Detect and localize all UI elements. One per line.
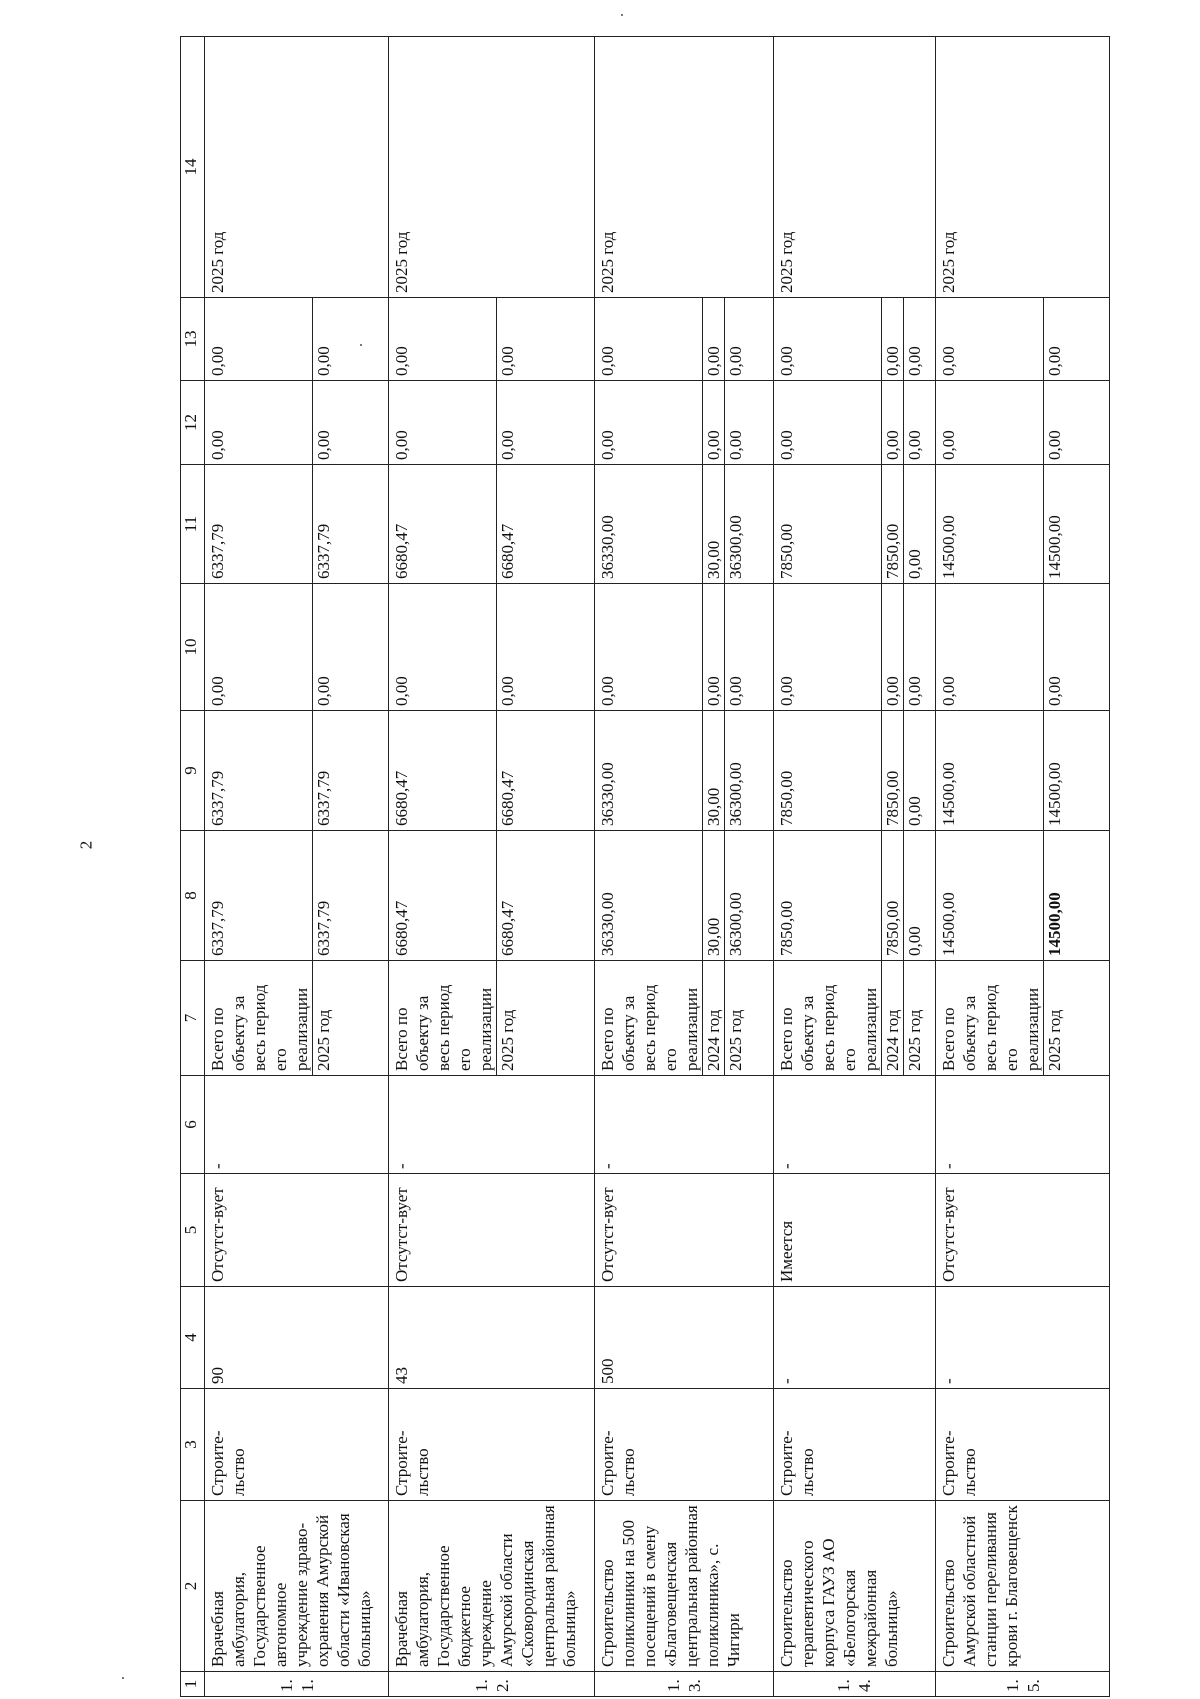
total-cost-value: 6337,79 bbox=[207, 831, 313, 960]
funding-total-value: 6337,79 bbox=[314, 770, 334, 826]
regional-funds-value: 14500,00 bbox=[938, 465, 1044, 583]
other-funds bbox=[773, 298, 936, 381]
row-number-text: 1.3. bbox=[663, 1679, 704, 1692]
design-docs bbox=[594, 1174, 773, 1287]
funding-total bbox=[936, 711, 1110, 831]
column-6-value bbox=[389, 1076, 594, 1174]
period-value: Всего по объекту за весь период его реализации bbox=[207, 961, 313, 1075]
row-number bbox=[389, 1672, 594, 1697]
other-funds-value: 0,00 bbox=[882, 298, 904, 380]
federal-funds bbox=[594, 584, 773, 711]
local-funds bbox=[773, 381, 936, 465]
design-docs bbox=[773, 1174, 936, 1287]
local-funds-value: 0,00 bbox=[938, 381, 1044, 464]
design-docs-text: Отсутст-вует bbox=[939, 1187, 959, 1282]
page-number: 2 bbox=[76, 840, 96, 850]
table-row bbox=[205, 37, 389, 1697]
total-cost-value: 6680,47 bbox=[391, 831, 497, 960]
federal-funds-value: 0,00 bbox=[725, 676, 745, 706]
period-value: 2024 год bbox=[703, 961, 725, 1075]
row-number-text: 1.5. bbox=[1002, 1679, 1043, 1692]
column-6-value bbox=[205, 1076, 389, 1174]
other-funds-value: 0,00 bbox=[1045, 346, 1065, 376]
federal-funds-value: 0,00 bbox=[938, 584, 1044, 710]
work-type bbox=[594, 1389, 773, 1501]
other-funds-value: 0,00 bbox=[314, 346, 334, 376]
period-value: 2025 год bbox=[498, 1009, 518, 1071]
object-name-text: Строительство терапевтического корпуса ГАУЗ АО «Белогорская межрайонная больница» bbox=[776, 1538, 901, 1667]
total-cost-value: 36300,00 bbox=[725, 892, 745, 956]
design-docs-text: Отсутст-вует bbox=[597, 1187, 617, 1282]
row-number bbox=[936, 1672, 1110, 1697]
federal-funds bbox=[773, 584, 936, 711]
table-row bbox=[773, 37, 936, 1697]
column-6-value-text: - bbox=[392, 1163, 412, 1169]
funding-total bbox=[389, 711, 594, 831]
capacity bbox=[205, 1287, 389, 1389]
federal-funds-value: 0,00 bbox=[391, 584, 497, 710]
regional-funds bbox=[205, 465, 389, 584]
total-cost-value: 7850,00 bbox=[882, 831, 904, 960]
funding-total-value: 6680,47 bbox=[391, 711, 497, 830]
regional-funds-value: 6337,79 bbox=[314, 523, 334, 579]
work-type-text: Строите-льство bbox=[776, 1430, 817, 1496]
commissioning-year-text: 2025 год bbox=[392, 231, 412, 293]
local-funds-value: 0,00 bbox=[703, 381, 725, 464]
federal-funds-value: 0,00 bbox=[314, 676, 334, 706]
total-cost-value: 7850,00 bbox=[776, 831, 882, 960]
work-type bbox=[389, 1389, 594, 1501]
commissioning-year bbox=[594, 37, 773, 298]
column-6-value bbox=[773, 1076, 936, 1174]
funding-total-value: 6337,79 bbox=[207, 711, 313, 830]
other-funds-value: 0,00 bbox=[904, 346, 924, 376]
total-cost bbox=[205, 831, 389, 961]
federal-funds bbox=[389, 584, 594, 711]
federal-funds-value: 0,00 bbox=[498, 676, 518, 706]
capacity-text: 90 bbox=[208, 1367, 228, 1384]
design-docs-text: Отсутст-вует bbox=[208, 1187, 228, 1282]
total-cost-value: 36330,00 bbox=[597, 831, 703, 960]
capacity bbox=[773, 1287, 936, 1389]
regional-funds-value: 6680,47 bbox=[498, 523, 518, 579]
total-cost bbox=[936, 831, 1110, 961]
object-name bbox=[773, 1501, 936, 1672]
total-cost bbox=[594, 831, 773, 961]
table-row bbox=[936, 37, 1110, 1697]
object-name bbox=[205, 1501, 389, 1672]
period bbox=[936, 961, 1110, 1076]
capacity-text: - bbox=[776, 1378, 796, 1384]
federal-funds bbox=[205, 584, 389, 711]
period-value: Всего по объекту за весь период его реализации bbox=[776, 961, 882, 1075]
commissioning-year-text: 2025 год bbox=[939, 231, 959, 293]
other-funds bbox=[205, 298, 389, 381]
regional-funds bbox=[773, 465, 936, 584]
scan-speck bbox=[122, 1677, 124, 1679]
local-funds-value: 0,00 bbox=[725, 430, 745, 460]
object-name bbox=[936, 1501, 1110, 1672]
funding-total-value: 30,00 bbox=[703, 711, 725, 830]
federal-funds-value: 0,00 bbox=[776, 584, 882, 710]
total-cost-value: 14500,00 bbox=[938, 831, 1044, 960]
capacity-text: 500 bbox=[597, 1358, 617, 1384]
funding-total-value: 6680,47 bbox=[498, 770, 518, 826]
local-funds-value: 0,00 bbox=[1045, 430, 1065, 460]
object-name-text: Строительство Амурской областной станции переливания крови г. Благовещенск bbox=[939, 1505, 1022, 1667]
local-funds-value: 0,00 bbox=[776, 381, 882, 464]
total-cost-value: 14500,00 bbox=[1045, 892, 1065, 956]
row-number bbox=[773, 1672, 936, 1697]
local-funds-value: 0,00 bbox=[597, 381, 703, 464]
total-cost-value: 30,00 bbox=[703, 831, 725, 960]
funding-total bbox=[773, 711, 936, 831]
federal-funds bbox=[936, 584, 1110, 711]
work-type-text: Строите-льство bbox=[597, 1430, 638, 1496]
period bbox=[205, 961, 389, 1076]
column-6-value-text: - bbox=[939, 1163, 959, 1169]
column-number: 5 bbox=[181, 1174, 205, 1287]
scan-speck bbox=[621, 14, 623, 16]
column-6-value bbox=[594, 1076, 773, 1174]
period-value: Всего по объекту за весь период его реализации bbox=[597, 961, 703, 1075]
period bbox=[773, 961, 936, 1076]
other-funds bbox=[594, 298, 773, 381]
regional-funds bbox=[936, 465, 1110, 584]
row-number-text: 1.2. bbox=[471, 1679, 512, 1692]
row-number-text: 1.1. bbox=[276, 1679, 317, 1692]
regional-funds-value: 36300,00 bbox=[725, 515, 745, 579]
period-value: 2025 год bbox=[314, 1009, 334, 1071]
regional-funds bbox=[389, 465, 594, 584]
local-funds-value: 0,00 bbox=[314, 430, 334, 460]
local-funds bbox=[594, 381, 773, 465]
capacity-text: - bbox=[939, 1378, 959, 1384]
federal-funds-value: 0,00 bbox=[207, 584, 313, 710]
column-6-value-text: - bbox=[776, 1163, 796, 1169]
federal-funds-value: 0,00 bbox=[882, 584, 904, 710]
object-name-text: Строительство поликлиники на 500 посещений в смену «Благовещенская центральная районная поликлиника», с. Чигири bbox=[597, 1505, 743, 1667]
other-funds-value: 0,00 bbox=[391, 298, 497, 380]
total-cost-value: 6680,47 bbox=[498, 900, 518, 956]
work-type bbox=[773, 1389, 936, 1501]
commissioning-year-text: 2025 год bbox=[208, 231, 228, 293]
funding-total-value: 14500,00 bbox=[938, 711, 1044, 830]
total-cost bbox=[773, 831, 936, 961]
funding-total bbox=[205, 711, 389, 831]
regional-funds-value: 14500,00 bbox=[1045, 515, 1065, 579]
regional-funds-value: 30,00 bbox=[703, 465, 725, 583]
period-value: 2025 год bbox=[1045, 1009, 1065, 1071]
federal-funds-value: 0,00 bbox=[1045, 676, 1065, 706]
column-number: 11 bbox=[181, 465, 205, 584]
period bbox=[389, 961, 594, 1076]
funding-total-value: 14500,00 bbox=[1045, 762, 1065, 826]
column-number-header-row bbox=[181, 37, 205, 1697]
regional-funds bbox=[594, 465, 773, 584]
column-6-value-text: - bbox=[597, 1163, 617, 1169]
column-number: 7 bbox=[181, 961, 205, 1076]
column-number: 6 bbox=[181, 1076, 205, 1174]
local-funds-value: 0,00 bbox=[904, 430, 924, 460]
design-docs bbox=[389, 1174, 594, 1287]
funding-total-value: 7850,00 bbox=[882, 711, 904, 830]
capacity-text: 43 bbox=[392, 1367, 412, 1384]
table-body bbox=[181, 37, 1110, 1697]
period-value: Всего по объекту за весь период его реализации bbox=[938, 961, 1044, 1075]
federal-funds-value: 0,00 bbox=[703, 584, 725, 710]
commissioning-year-text: 2025 год bbox=[776, 231, 796, 293]
capacity bbox=[389, 1287, 594, 1389]
column-number: 13 bbox=[181, 298, 205, 381]
column-number: 2 bbox=[181, 1501, 205, 1672]
local-funds bbox=[389, 381, 594, 465]
commissioning-year bbox=[389, 37, 594, 298]
other-funds bbox=[936, 298, 1110, 381]
capacity bbox=[594, 1287, 773, 1389]
design-docs bbox=[205, 1174, 389, 1287]
other-funds-value: 0,00 bbox=[498, 346, 518, 376]
regional-funds-value: 6337,79 bbox=[207, 465, 313, 583]
column-6-value bbox=[936, 1076, 1110, 1174]
column-number: 12 bbox=[181, 381, 205, 465]
other-funds bbox=[389, 298, 594, 381]
regional-funds-value: 7850,00 bbox=[882, 465, 904, 583]
table-row bbox=[594, 37, 773, 1697]
design-docs bbox=[936, 1174, 1110, 1287]
object-name bbox=[594, 1501, 773, 1672]
other-funds-value: 0,00 bbox=[597, 298, 703, 380]
column-6-value-text: - bbox=[208, 1163, 228, 1169]
other-funds-value: 0,00 bbox=[938, 298, 1044, 380]
funding-total-value: 0,00 bbox=[904, 796, 924, 826]
work-type-text: Строите-льство bbox=[939, 1430, 980, 1496]
local-funds-value: 0,00 bbox=[207, 381, 313, 464]
commissioning-year bbox=[205, 37, 389, 298]
other-funds-value: 0,00 bbox=[207, 298, 313, 380]
total-cost-value: 6337,79 bbox=[314, 900, 334, 956]
investment-objects-table bbox=[180, 36, 1110, 1697]
period-value: 2024 год bbox=[882, 961, 904, 1075]
column-number: 4 bbox=[181, 1287, 205, 1389]
period-value: 2025 год bbox=[725, 1009, 745, 1071]
regional-funds-value: 0,00 bbox=[904, 549, 924, 579]
work-type-text: Строите-льство bbox=[392, 1430, 433, 1496]
federal-funds-value: 0,00 bbox=[904, 676, 924, 706]
local-funds-value: 0,00 bbox=[498, 430, 518, 460]
column-number: 9 bbox=[181, 711, 205, 831]
commissioning-year bbox=[936, 37, 1110, 298]
column-number: 10 bbox=[181, 584, 205, 711]
commissioning-year-text: 2025 год bbox=[597, 231, 617, 293]
design-docs-text: Имеется bbox=[776, 1220, 796, 1282]
other-funds-value: 0,00 bbox=[776, 298, 882, 380]
regional-funds-value: 36330,00 bbox=[597, 465, 703, 583]
row-number bbox=[205, 1672, 389, 1697]
column-number: 1 bbox=[181, 1672, 205, 1697]
funding-total-value: 36300,00 bbox=[725, 762, 745, 826]
design-docs-text: Отсутст-вует bbox=[392, 1187, 412, 1282]
capacity bbox=[936, 1287, 1110, 1389]
rotated-table-wrapper bbox=[180, 37, 1110, 1697]
commissioning-year bbox=[773, 37, 936, 298]
funding-total-value: 7850,00 bbox=[776, 711, 882, 830]
regional-funds-value: 7850,00 bbox=[776, 465, 882, 583]
table-row bbox=[389, 37, 594, 1697]
object-name-text: Врачебная амбулатория, Государственное автономное учреждение здраво-охранения Амурской области «Ивановская больница» bbox=[208, 1513, 375, 1667]
funding-total-value: 36330,00 bbox=[597, 711, 703, 830]
column-number: 8 bbox=[181, 831, 205, 961]
column-number: 14 bbox=[181, 37, 205, 298]
row-number-text: 1.4. bbox=[834, 1679, 875, 1692]
funding-total bbox=[594, 711, 773, 831]
period-value: Всего по объекту за весь период его реализации bbox=[391, 961, 497, 1075]
period-value: 2025 год bbox=[904, 1009, 924, 1071]
local-funds-value: 0,00 bbox=[391, 381, 497, 464]
local-funds-value: 0,00 bbox=[882, 381, 904, 464]
regional-funds-value: 6680,47 bbox=[391, 465, 497, 583]
other-funds-value: 0,00 bbox=[703, 298, 725, 380]
work-type bbox=[936, 1389, 1110, 1501]
work-type-text: Строите-льство bbox=[208, 1430, 249, 1496]
object-name bbox=[389, 1501, 594, 1672]
row-number bbox=[594, 1672, 773, 1697]
work-type bbox=[205, 1389, 389, 1501]
local-funds bbox=[205, 381, 389, 465]
other-funds-value: 0,00 bbox=[725, 346, 745, 376]
object-name-text: Врачебная амбулатория, Государственное бюджетное учреждение Амурской области «Сковородинская центральная районная больница» bbox=[392, 1505, 580, 1667]
federal-funds-value: 0,00 bbox=[597, 584, 703, 710]
local-funds bbox=[936, 381, 1110, 465]
total-cost bbox=[389, 831, 594, 961]
period bbox=[594, 961, 773, 1076]
column-number: 3 bbox=[181, 1389, 205, 1501]
total-cost-value: 0,00 bbox=[904, 926, 924, 956]
